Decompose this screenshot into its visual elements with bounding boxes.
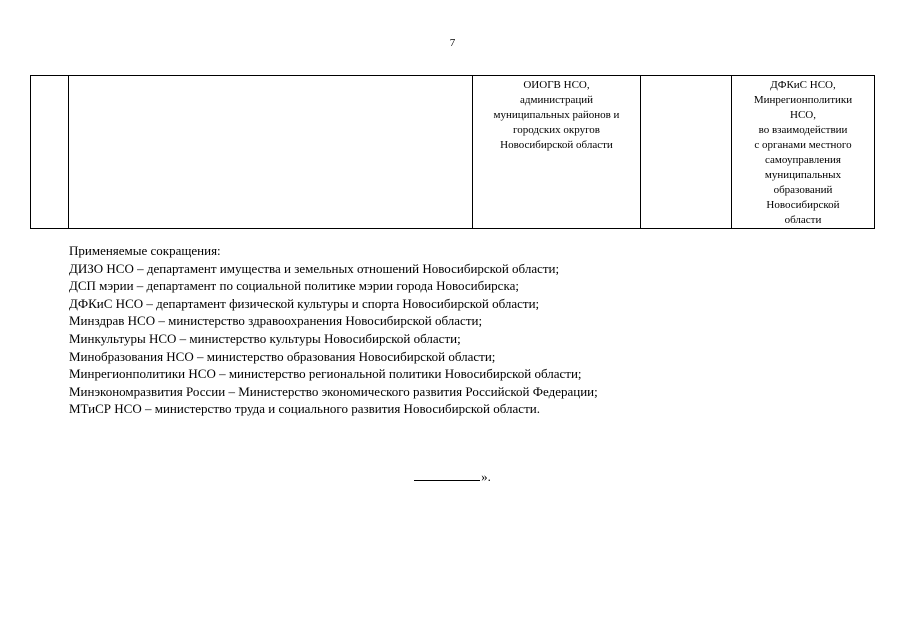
executors-line: городских округов [512, 124, 600, 136]
table-cell-activity [69, 76, 473, 229]
abbreviation-item: Минобразования НСО – министерство образования Новосибирской области; [69, 348, 496, 364]
responsible-line: во взаимодействии [758, 124, 848, 136]
abbreviations-heading: Применяемые сокращения: [69, 243, 221, 258]
closing-quote: ». [481, 469, 491, 484]
table-cell-number [31, 76, 69, 229]
executors-line: администраций [520, 94, 593, 106]
responsible-line: ДФКиС НСО, [770, 79, 836, 91]
table-cell-responsible [732, 76, 875, 229]
responsible-line: образований [773, 184, 833, 196]
abbreviations-section [69, 242, 889, 418]
responsible-line: НСО, [790, 109, 816, 121]
executors-line: ОИОГВ НСО, [523, 79, 590, 91]
page-number: 7 [449, 37, 456, 49]
abbreviation-item: ДСП мэрии – департамент по социальной политике мэрии города Новосибирска; [69, 278, 519, 294]
abbreviation-item: ДИЗО НСО – департамент имущества и земельных отношений Новосибирской области; [69, 260, 560, 276]
responsible-line: Минрегионполитики [753, 94, 853, 106]
table-row [31, 76, 875, 229]
document-table [30, 75, 875, 229]
responsible-line: самоуправления [765, 154, 841, 166]
executors-line: Новосибирской области [500, 139, 613, 151]
closing-underline [414, 468, 480, 481]
responsible-line: муниципальных [764, 169, 842, 181]
abbreviation-item: Минэкономразвития России – Министерство экономического развития Российской Федерации; [69, 383, 598, 399]
abbreviation-item: Минздрав НСО – министерство здравоохранения Новосибирской области; [69, 313, 483, 329]
abbreviation-item: ДФКиС НСО – департамент физической культуры и спорта Новосибирской области; [69, 295, 540, 311]
closing-mark [0, 468, 905, 485]
responsible-line: области [784, 214, 822, 226]
executors-line: муниципальных районов и [493, 109, 620, 121]
abbreviation-item: Минкультуры НСО – министерство культуры Новосибирской области; [69, 330, 461, 346]
responsible-line: Новосибирской [766, 199, 840, 211]
responsible-line: с органами местного [754, 139, 852, 151]
abbreviation-item: МТиСР НСО – министерство труда и социального развития Новосибирской области. [69, 401, 540, 417]
abbreviation-item: Минрегионполитики НСО – министерство региональной политики Новосибирской области; [69, 366, 582, 382]
table-cell-executors [473, 76, 641, 229]
table-cell-deadline [641, 76, 732, 229]
